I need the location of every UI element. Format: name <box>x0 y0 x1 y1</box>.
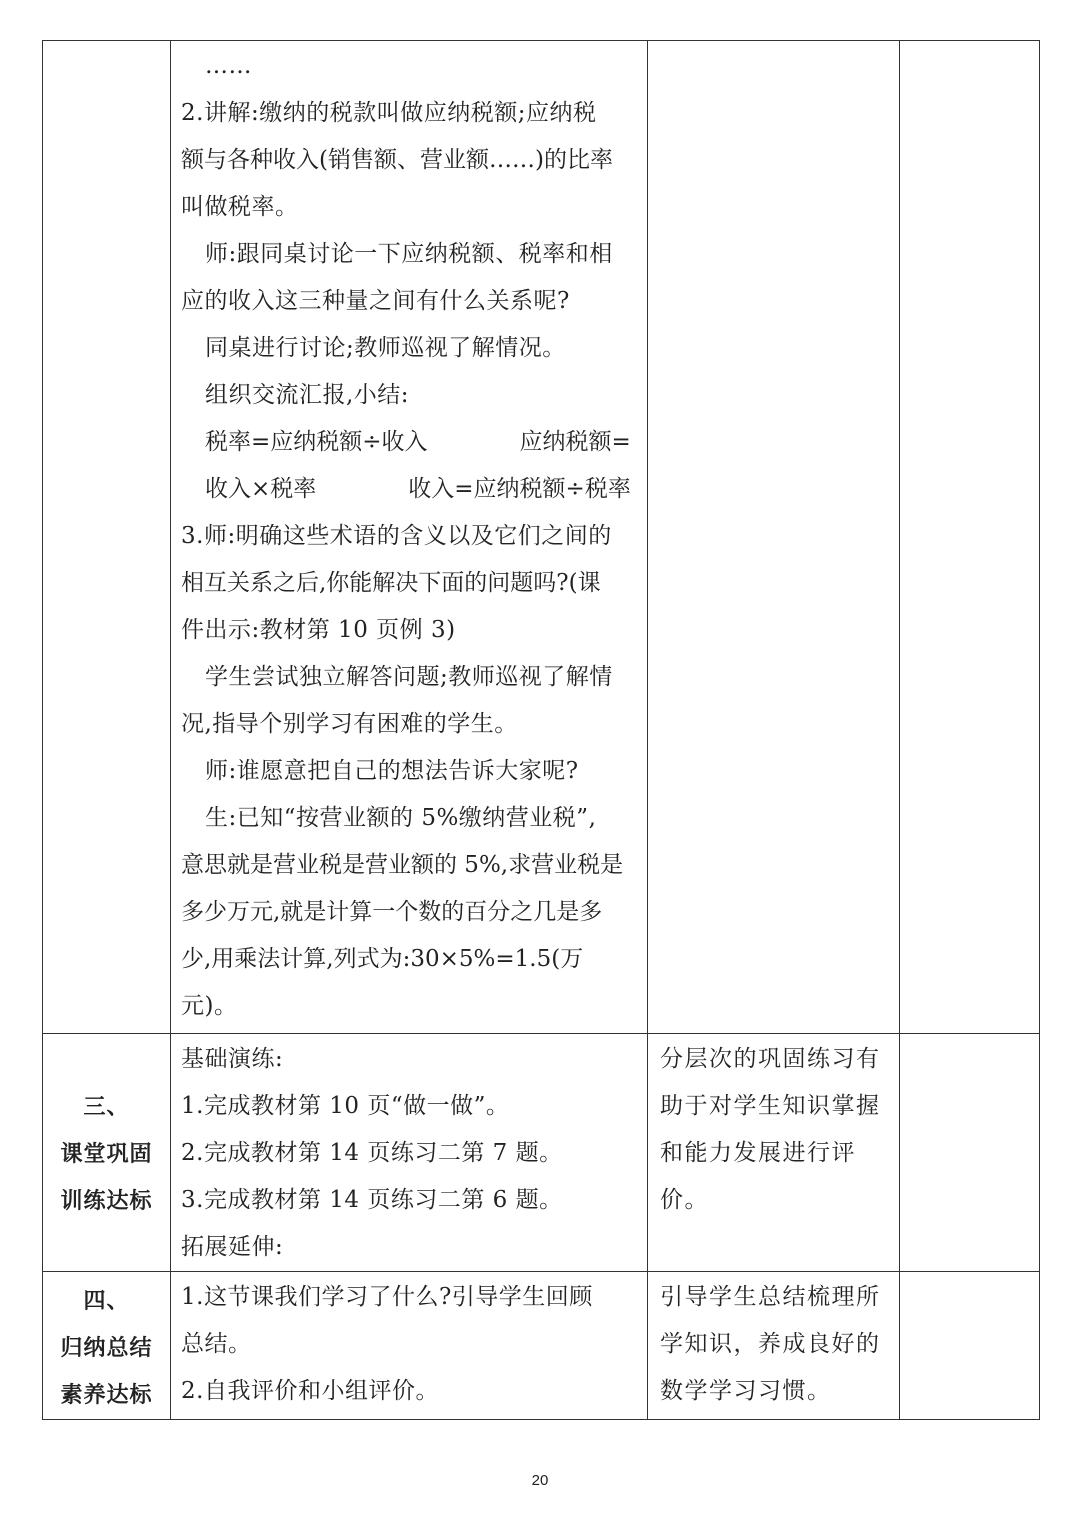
content-line: 叫做税率。 <box>181 194 299 220</box>
section-label-cell <box>43 1272 171 1420</box>
note-line: 和能力发展进行评 <box>660 1140 856 1166</box>
content-line: 基础演练: <box>181 1046 284 1072</box>
section-number: 四、 <box>83 1289 130 1314</box>
blank-cell <box>900 1034 1040 1272</box>
content-line: 件出示:教材第 10 页例 3) <box>181 617 456 643</box>
content-line: …… <box>205 53 252 79</box>
content-line: 拓展延伸: <box>181 1234 284 1260</box>
section-title: 课堂巩固 <box>60 1142 153 1167</box>
note-cell <box>648 41 900 1034</box>
content-line: 多少万元,就是计算一个数的百分之几是多 <box>181 899 603 925</box>
content-line: 2.完成教材第 14 页练习二第 7 题。 <box>181 1140 563 1166</box>
content-line: 1.完成教材第 10 页“做一做”。 <box>181 1093 510 1119</box>
content-line: 总结。 <box>181 1331 252 1357</box>
section-label-cell <box>43 41 171 1034</box>
note-cell <box>648 1034 900 1272</box>
table-row <box>43 41 1040 1034</box>
content-line: 意思就是营业税是营业额的 5%,求营业税是 <box>181 852 624 878</box>
content-cell <box>171 41 648 1034</box>
content-cell <box>171 1272 648 1420</box>
content-line: 3.完成教材第 14 页练习二第 6 题。 <box>181 1187 563 1213</box>
note-line: 价。 <box>660 1187 709 1213</box>
table-row <box>43 1034 1040 1272</box>
content-line: 相互关系之后,你能解决下面的问题吗?(课 <box>181 570 601 596</box>
note-line: 引导学生总结梳理所 <box>660 1284 881 1310</box>
content-line: 应的收入这三种量之间有什么关系呢? <box>181 288 570 314</box>
blank-cell <box>900 1272 1040 1420</box>
content-line: 2.自我评价和小组评价。 <box>181 1378 439 1404</box>
note-line: 数学学习习惯。 <box>660 1378 832 1404</box>
content-line: 少,用乘法计算,列式为:30×5%=1.5(万 <box>181 946 584 972</box>
note-line: 学知识，养成良好的 <box>660 1331 881 1357</box>
content-line: 2.讲解:缴纳的税款叫做应纳税额;应纳税 <box>181 100 597 126</box>
section-title: 素养达标 <box>60 1383 153 1408</box>
content-line: 3.师:明确这些术语的含义以及它们之间的 <box>181 523 612 549</box>
note-line: 助于对学生知识掌握 <box>660 1093 881 1119</box>
content-line: 组织交流汇报,小结: <box>205 382 410 408</box>
content-line: 学生尝试独立解答问题;教师巡视了解情 <box>205 664 613 690</box>
section-number: 三、 <box>83 1095 130 1120</box>
section-title: 归纳总结 <box>60 1336 153 1361</box>
blank-cell <box>900 41 1040 1034</box>
content-line: 同桌进行讨论;教师巡视了解情况。 <box>205 335 566 361</box>
note-line: 分层次的巩固练习有 <box>660 1046 881 1072</box>
formula-line: 收入×税率 收入=应纳税额÷税率 <box>205 476 631 502</box>
page-number: 20 <box>531 1472 549 1489</box>
section-label-cell <box>43 1034 171 1272</box>
section-title: 训练达标 <box>60 1189 153 1214</box>
content-cell <box>171 1034 648 1272</box>
content-line: 况,指导个别学习有困难的学生。 <box>181 711 518 737</box>
content-line: 额与各种收入(销售额、营业额……)的比率 <box>181 147 613 173</box>
table-row <box>43 1272 1040 1420</box>
content-line: 元)。 <box>181 993 238 1019</box>
content-line: 师:跟同桌讨论一下应纳税额、税率和相 <box>205 241 613 267</box>
content-line: 师:谁愿意把自己的想法告诉大家呢? <box>205 758 579 784</box>
content-line: 1.这节课我们学习了什么?引导学生回顾 <box>181 1284 593 1310</box>
content-line: 生:已知“按营业额的 5%缴纳营业税”, <box>205 805 597 831</box>
lesson-plan-table <box>42 40 1040 1420</box>
note-cell <box>648 1272 900 1420</box>
formula-line: 税率=应纳税额÷收入 应纳税额= <box>205 429 631 455</box>
